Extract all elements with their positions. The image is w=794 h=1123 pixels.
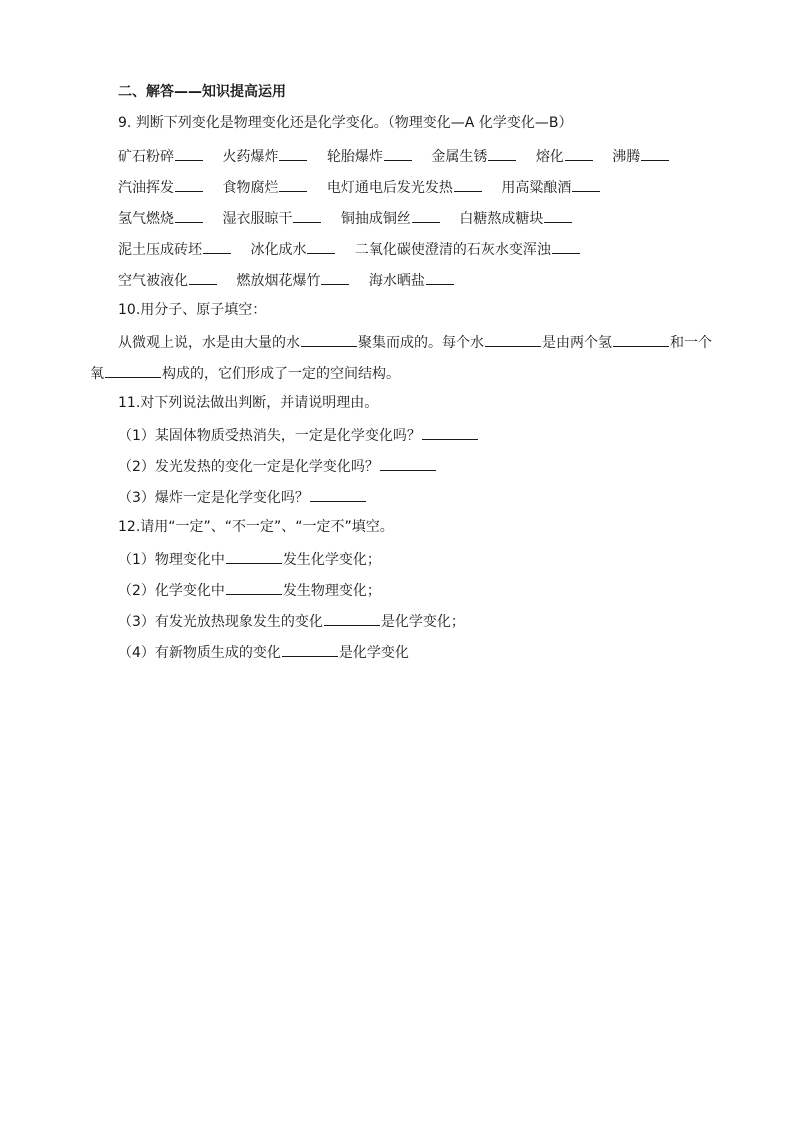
q9-item xyxy=(501,176,601,198)
answer-blank[interactable] xyxy=(641,145,669,161)
question-10-line-2 xyxy=(90,362,400,384)
q9-item xyxy=(250,238,336,260)
q9-item-label: 二氧化碳使澄清的石灰水变浑浊 xyxy=(354,242,551,258)
q9-item-label: 火药爆炸 xyxy=(222,149,279,165)
answer-blank[interactable] xyxy=(279,145,307,161)
q9-item-label: 熔化 xyxy=(535,149,564,165)
answer-blank[interactable] xyxy=(384,145,412,161)
answer-blank[interactable] xyxy=(226,548,282,564)
q9-item-label: 用高粱酿酒 xyxy=(501,180,572,196)
q9-item xyxy=(341,207,441,229)
q10-text: 氧 xyxy=(90,366,104,382)
q9-item xyxy=(222,145,308,167)
question-12-item-1 xyxy=(118,548,381,570)
answer-blank[interactable] xyxy=(488,145,516,161)
q9-item xyxy=(118,269,218,291)
answer-blank[interactable] xyxy=(422,424,478,440)
question-12-item-2 xyxy=(118,579,381,601)
answer-blank[interactable] xyxy=(301,331,357,347)
q10-text: 是由两个氢 xyxy=(542,335,612,351)
q9-item-label: 白糖熬成糖块 xyxy=(459,211,544,227)
answer-blank[interactable] xyxy=(175,176,203,192)
q11-item-text: （3）爆炸一定是化学变化吗？ xyxy=(118,490,309,506)
q9-item xyxy=(612,145,670,167)
question-9-row-4 xyxy=(118,238,581,260)
q12-item-text: 是化学变化 xyxy=(338,645,409,661)
answer-blank[interactable] xyxy=(310,486,366,502)
answer-blank[interactable] xyxy=(565,145,593,161)
q9-item-label: 电灯通电后发光发热 xyxy=(326,180,453,196)
q11-item-text: （2）发光发热的变化一定是化学变化吗？ xyxy=(118,459,379,475)
question-9-row-5 xyxy=(118,269,455,291)
question-10-prompt: 10.用分子、原子填空： xyxy=(118,302,267,318)
answer-blank[interactable] xyxy=(454,176,482,192)
answer-blank[interactable] xyxy=(321,269,349,285)
q10-text: 聚集而成的。每个水 xyxy=(358,335,484,351)
q9-item xyxy=(118,238,232,260)
q12-item-text: （2）化学变化中 xyxy=(118,583,225,599)
answer-blank[interactable] xyxy=(175,145,203,161)
question-12-prompt: 12.请用“一定”、“不一定”、“一定不”填空。 xyxy=(118,519,394,535)
question-9-row-2 xyxy=(118,176,601,198)
answer-blank[interactable] xyxy=(203,238,231,254)
q9-item xyxy=(327,145,413,167)
q10-text: 构成的，它们形成了一定的空间结构。 xyxy=(162,366,400,382)
answer-blank[interactable] xyxy=(412,207,440,223)
question-11-item-2 xyxy=(118,455,437,477)
q9-item-label: 轮胎爆炸 xyxy=(326,149,383,165)
q12-item-text: （3）有发光放热现象发生的变化 xyxy=(118,614,323,630)
q9-item xyxy=(536,145,594,167)
answer-blank[interactable] xyxy=(175,207,203,223)
answer-blank[interactable] xyxy=(189,269,217,285)
answer-blank[interactable] xyxy=(544,207,572,223)
q10-text: 从微观上说，水是由大量的水 xyxy=(118,335,300,351)
q10-text: 和一个 xyxy=(670,335,712,351)
q9-item xyxy=(355,238,581,260)
q11-item-text: （1）某固体物质受热消失，一定是化学变化吗？ xyxy=(118,428,421,444)
answer-blank[interactable] xyxy=(307,238,335,254)
q9-item-label: 食物腐烂 xyxy=(222,180,279,196)
answer-blank[interactable] xyxy=(105,362,161,378)
q9-item xyxy=(369,269,455,291)
q9-item xyxy=(459,207,573,229)
q9-item xyxy=(236,269,350,291)
question-11-item-1 xyxy=(118,424,479,446)
q9-item-label: 沸腾 xyxy=(612,149,641,165)
answer-blank[interactable] xyxy=(380,455,436,471)
section-title: 二、解答——知识提高运用 xyxy=(118,84,286,100)
question-9-prompt: 9. 判断下列变化是物理变化还是化学变化。（物理变化—A 化学变化—B） xyxy=(118,115,573,131)
q9-item xyxy=(222,207,322,229)
q9-item xyxy=(118,176,204,198)
q9-item xyxy=(118,145,204,167)
q9-item-label: 矿石粉碎 xyxy=(118,149,174,165)
q9-item xyxy=(431,145,517,167)
answer-blank[interactable] xyxy=(572,176,600,192)
question-9-row-3 xyxy=(118,207,573,229)
q9-item-label: 汽油挥发 xyxy=(118,180,174,196)
q9-item xyxy=(222,176,308,198)
question-11-prompt: 11.对下列说法做出判断，并请说明理由。 xyxy=(118,395,379,411)
q12-item-text: （1）物理变化中 xyxy=(118,552,225,568)
answer-blank[interactable] xyxy=(226,579,282,595)
q9-item-label: 湿衣服晾干 xyxy=(222,211,293,227)
question-11-item-3 xyxy=(118,486,367,508)
q12-item-text: 发生化学变化； xyxy=(282,552,381,568)
q9-item xyxy=(118,207,204,229)
q9-item-label: 海水晒盐 xyxy=(368,273,425,289)
q9-item-label: 铜抽成铜丝 xyxy=(340,211,411,227)
q9-item-label: 冰化成水 xyxy=(250,242,307,258)
q9-item-label: 金属生锈 xyxy=(431,149,488,165)
answer-blank[interactable] xyxy=(282,641,338,657)
answer-blank[interactable] xyxy=(552,238,580,254)
q9-item-label: 空气被液化 xyxy=(118,273,188,289)
q12-item-text: 发生物理变化； xyxy=(282,583,381,599)
answer-blank[interactable] xyxy=(426,269,454,285)
q9-item-label: 氢气燃烧 xyxy=(118,211,174,227)
question-12-item-3 xyxy=(118,610,465,632)
q12-item-text: （4）有新物质生成的变化 xyxy=(118,645,281,661)
q9-item-label: 泥土压成砖坯 xyxy=(118,242,202,258)
q9-item xyxy=(327,176,483,198)
q9-item-label: 燃放烟花爆竹 xyxy=(236,273,321,289)
answer-blank[interactable] xyxy=(485,331,541,347)
answer-blank[interactable] xyxy=(324,610,380,626)
question-12-item-4 xyxy=(118,641,409,663)
question-10-line-1 xyxy=(118,331,712,353)
q12-item-text: 是化学变化； xyxy=(380,614,465,630)
question-9-row-1 xyxy=(118,145,670,167)
answer-blank[interactable] xyxy=(293,207,321,223)
answer-blank[interactable] xyxy=(279,176,307,192)
answer-blank[interactable] xyxy=(613,331,669,347)
